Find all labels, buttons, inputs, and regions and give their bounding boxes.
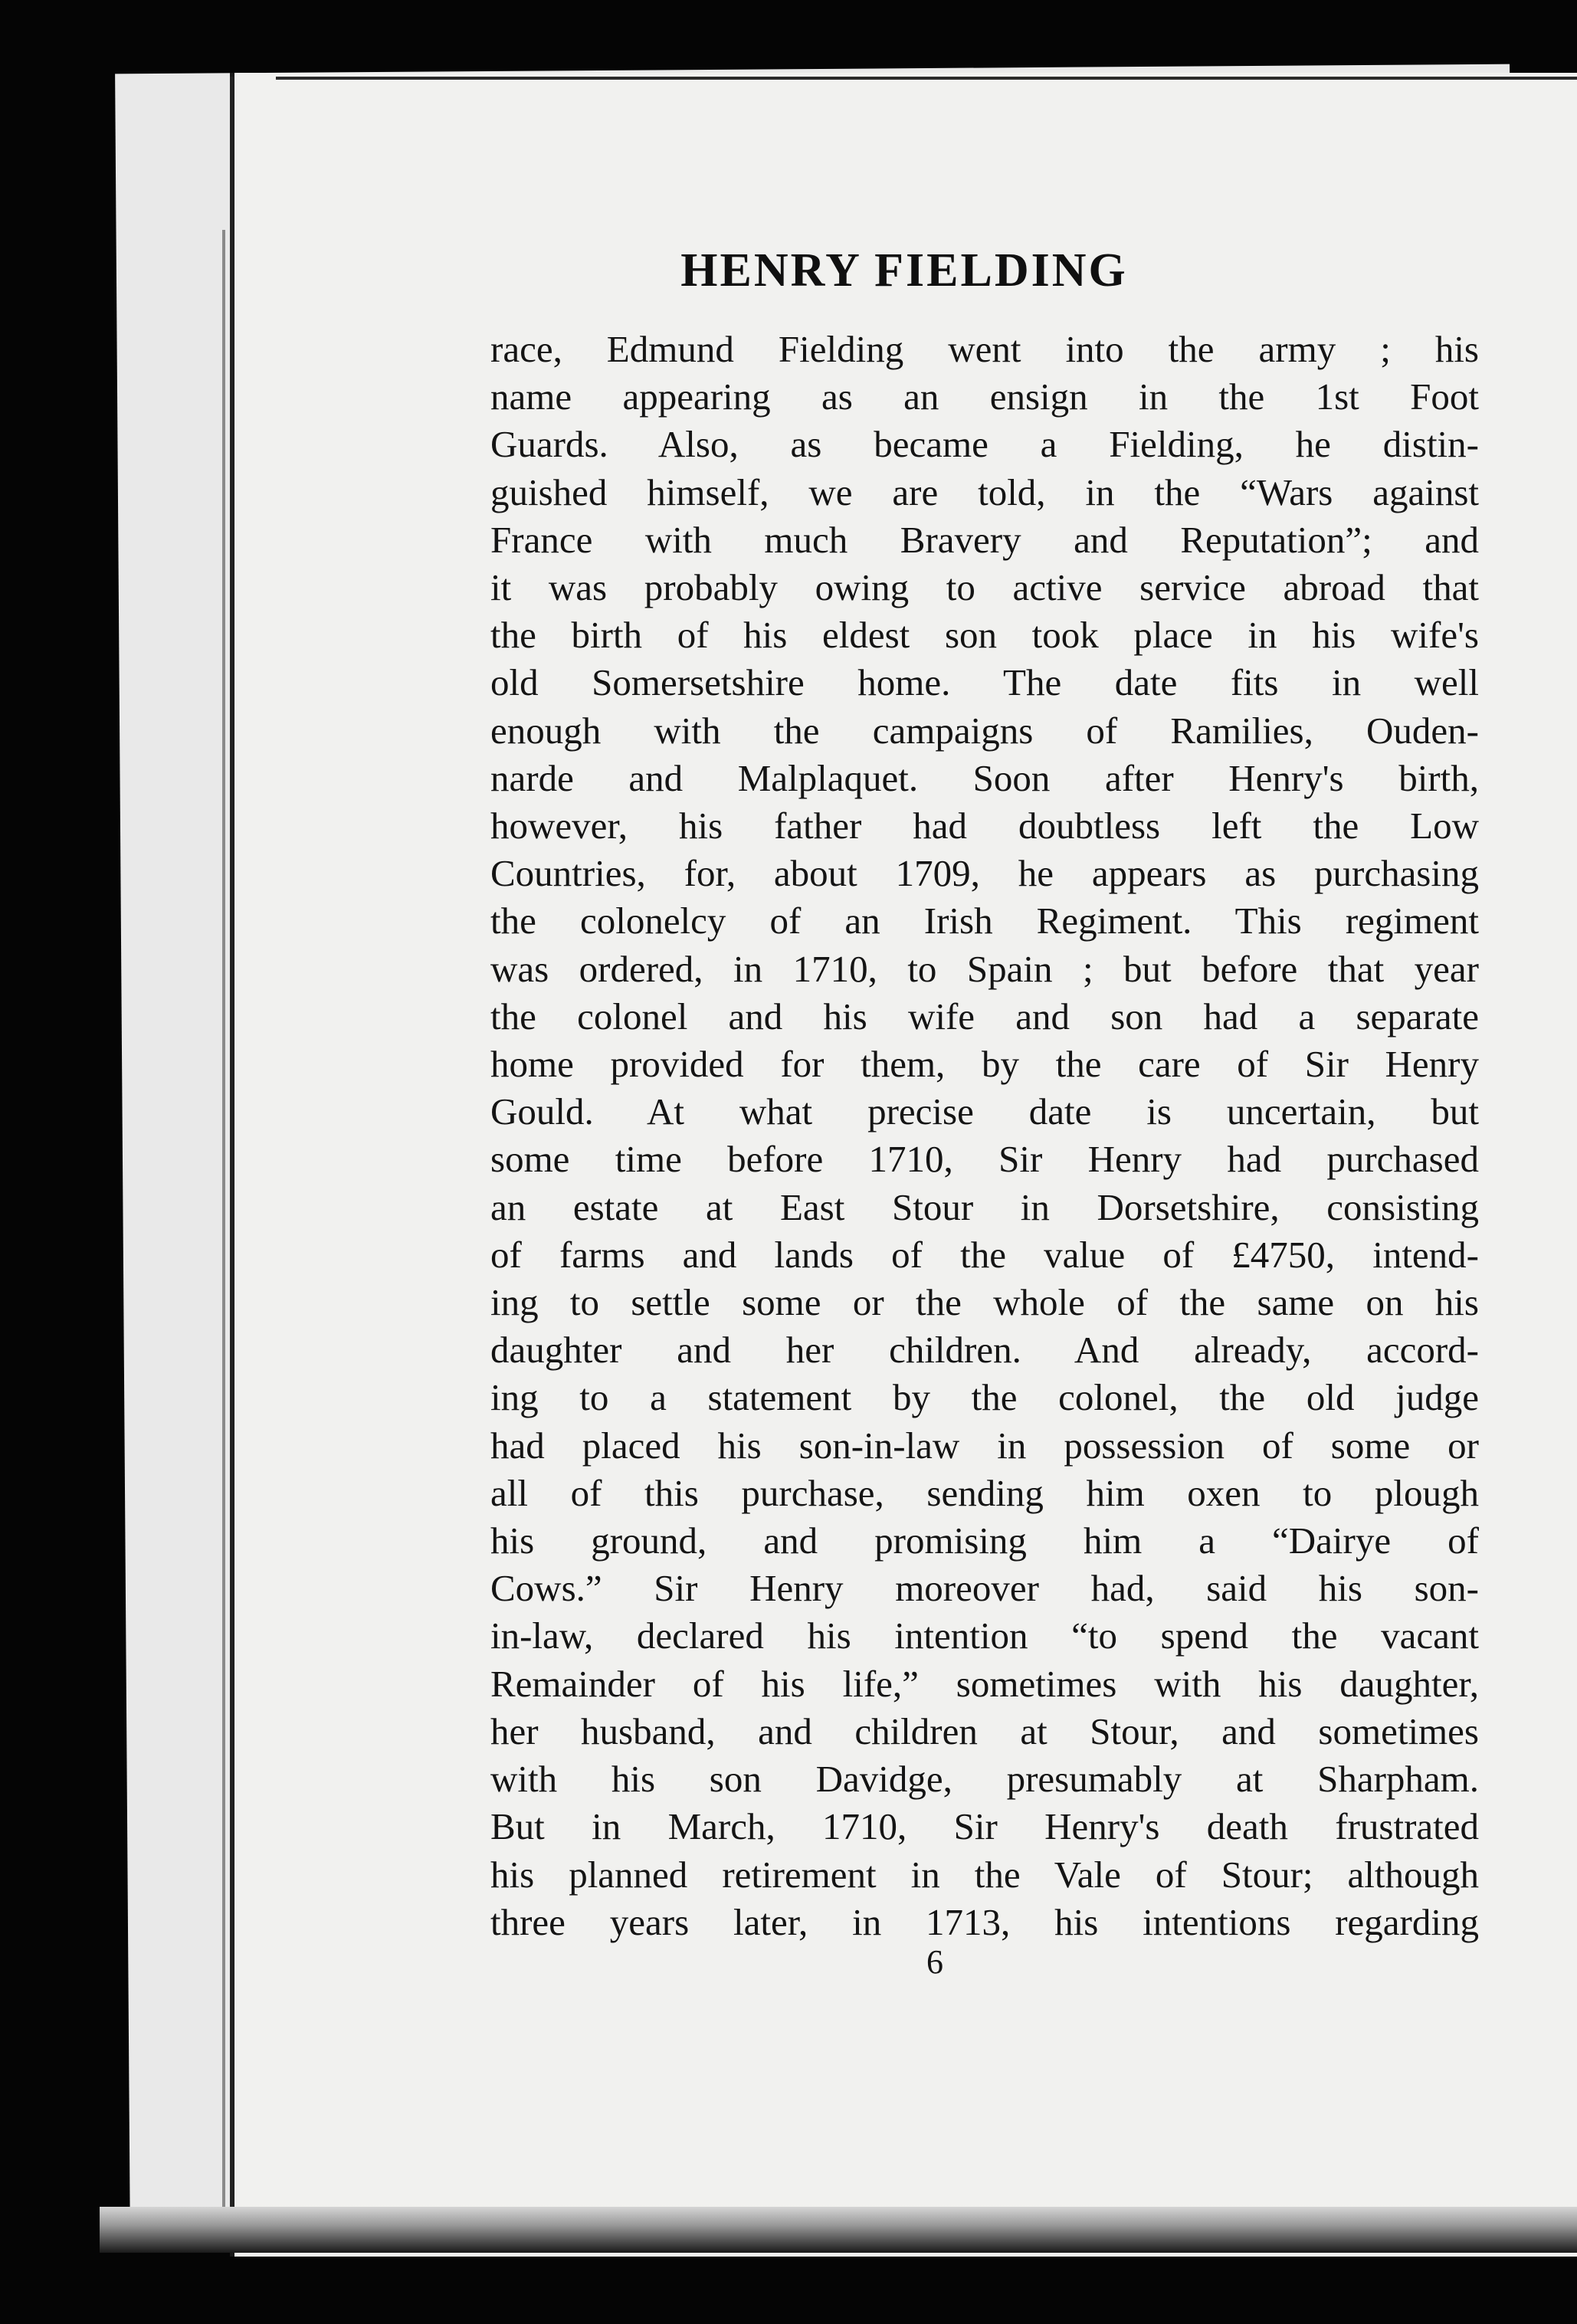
text-line: was ordered, in 1710, to Spain ; but before that year — [490, 947, 1479, 990]
text-line: Gould. At what precise date is uncertain, but — [490, 1090, 1479, 1133]
page-number: 6 — [926, 1943, 943, 1981]
text-line: Guards. Also, as became a Fielding, he distin- — [490, 423, 1479, 466]
text-line: home provided for them, by the care of Sir Henry — [490, 1043, 1479, 1086]
text-line: some time before 1710, Sir Henry had purchased — [490, 1138, 1479, 1181]
text-line: ing to settle some or the whole of the same on his — [490, 1281, 1479, 1324]
text-line: old Somersetshire home. The date fits in well — [490, 661, 1479, 704]
text-line: had placed his son-in-law in possession of some or — [490, 1424, 1479, 1467]
text-line: guished himself, we are told, in the “Wars against — [490, 470, 1479, 513]
text-line: enough with the campaigns of Ramilies, Ouden- — [490, 709, 1479, 752]
text-line: his ground, and promising him a “Dairye of — [490, 1519, 1479, 1562]
text-line: her husband, and children at Stour, and sometimes — [490, 1709, 1479, 1752]
body-text — [490, 326, 1479, 1946]
text-line: Cows.” Sir Henry moreover had, said his son- — [490, 1567, 1479, 1610]
text-line: the colonel and his wife and son had a separate — [490, 995, 1479, 1037]
text-line: race, Edmund Fielding went into the army ; his — [490, 328, 1479, 370]
text-line: however, his father had doubtless left the Low — [490, 805, 1479, 847]
text-line: the birth of his eldest son took place in his wife's — [490, 614, 1479, 657]
text-line: an estate at East Stour in Dorsetshire, consisting — [490, 1185, 1479, 1228]
text-line: his planned retirement in the Vale of Stour; although — [490, 1853, 1479, 1896]
page-left-edge — [230, 77, 234, 2222]
text-line: ing to a statement by the colonel, the old judge — [490, 1376, 1479, 1419]
text-line: France with much Bravery and Reputation”; and — [490, 518, 1479, 561]
text-line: Remainder of his life,” sometimes with his daughter, — [490, 1662, 1479, 1705]
text-line: name appearing as an ensign in the 1st Foot — [490, 375, 1479, 418]
text-line: with his son Davidge, presumably at Sharpham. — [490, 1758, 1479, 1801]
page-bottom-edge — [100, 2207, 1577, 2253]
text-line: of farms and lands of the value of £4750, intend- — [490, 1233, 1479, 1276]
text-line: narde and Malplaquet. Soon after Henry's birth, — [490, 756, 1479, 799]
text-line: it was probably owing to active service abroad that — [490, 566, 1479, 609]
text-line: all of this purchase, sending him oxen to plough — [490, 1471, 1479, 1514]
text-line: Countries, for, about 1709, he appears as purchasing — [490, 852, 1479, 895]
text-line: the colonelcy of an Irish Regiment. This regiment — [490, 900, 1479, 942]
text-line: daughter and her children. And already, accord- — [490, 1329, 1479, 1372]
page-shadow-rule — [222, 230, 225, 2222]
text-line: But in March, 1710, Sir Henry's death frustrated — [490, 1805, 1479, 1848]
text-line: three years later, in 1713, his intentions regarding — [490, 1900, 1479, 1943]
text-line: in-law, declared his intention “to spend the vacant — [490, 1614, 1479, 1657]
page-top-edge — [276, 77, 1577, 80]
running-title: HENRY FIELDING — [680, 244, 1128, 297]
